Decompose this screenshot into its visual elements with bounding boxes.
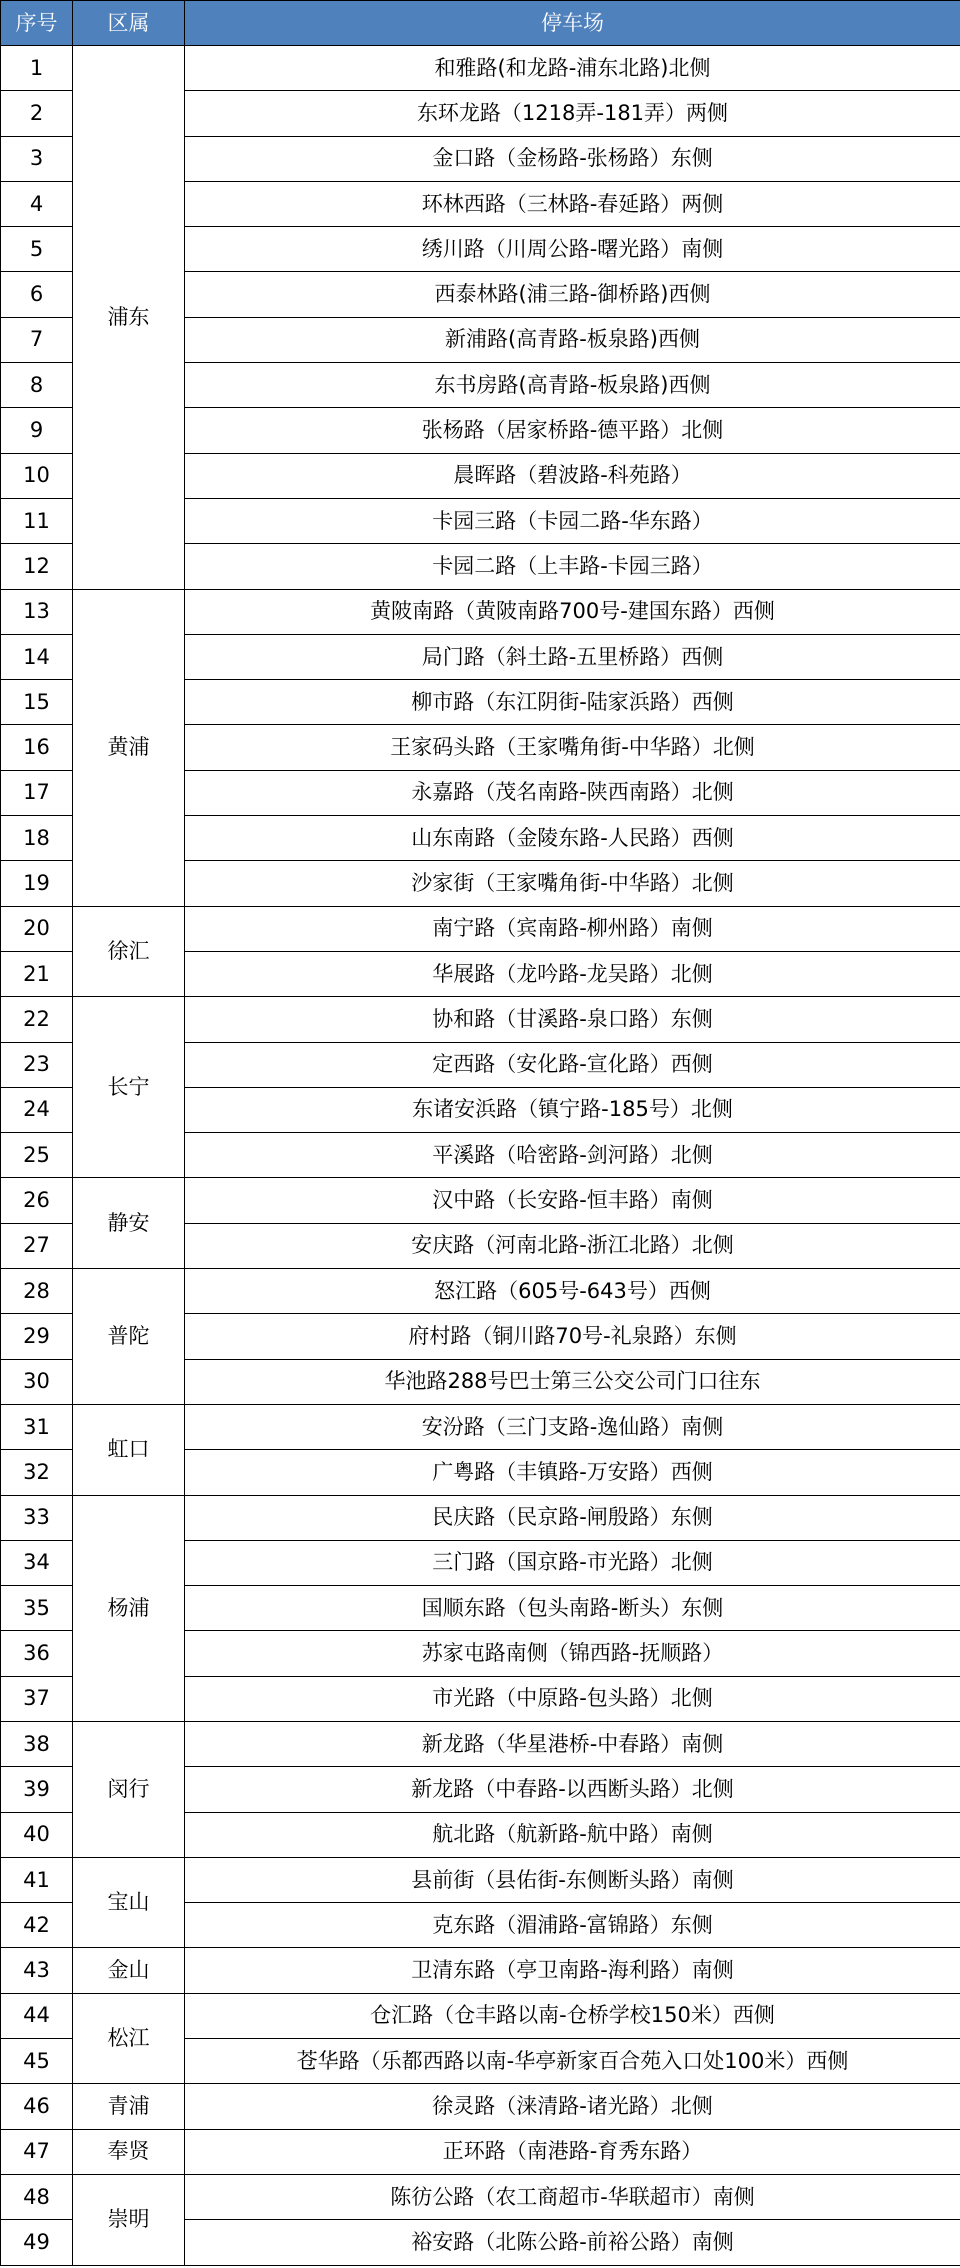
parking-lot-cell: 新浦路(高青路-板泉路)西侧 [185,317,960,362]
row-index: 1 [1,46,73,91]
row-index: 47 [1,2129,73,2174]
parking-lot-cell: 怒江路（605号-643号）西侧 [185,1269,960,1314]
parking-lot-cell: 永嘉路（茂名南路-陕西南路）北侧 [185,770,960,815]
row-index: 33 [1,1495,73,1540]
row-index: 11 [1,498,73,543]
parking-lot-cell: 晨晖路（碧波路-科苑路） [185,453,960,498]
row-index: 40 [1,1812,73,1857]
row-index: 6 [1,272,73,317]
parking-lot-cell: 航北路（航新路-航中路）南侧 [185,1812,960,1857]
row-index: 44 [1,1993,73,2038]
district-cell: 杨浦 [73,1495,185,1721]
parking-lot-cell: 定西路（安化路-宣化路）西侧 [185,1042,960,1087]
row-index: 46 [1,2084,73,2129]
row-index: 8 [1,363,73,408]
parking-lot-cell: 卡园三路（卡园二路-华东路） [185,498,960,543]
parking-lot-cell: 华展路（龙吟路-龙吴路）北侧 [185,951,960,996]
parking-lot-cell: 局门路（斜土路-五里桥路）西侧 [185,634,960,679]
parking-lot-cell: 府村路（铜川路70号-礼泉路）东侧 [185,1314,960,1359]
table-row [1,1178,960,1223]
row-index: 43 [1,1948,73,1993]
parking-lot-cell: 协和路（甘溪路-泉口路）东侧 [185,997,960,1042]
table-row [1,1269,960,1314]
row-index: 2 [1,91,73,136]
row-index: 3 [1,136,73,181]
parking-lot-cell: 东书房路(高青路-板泉路)西侧 [185,363,960,408]
parking-lot-cell: 安汾路（三门支路-逸仙路）南侧 [185,1404,960,1449]
row-index: 9 [1,408,73,453]
parking-lot-cell: 汉中路（长安路-恒丰路）南侧 [185,1178,960,1223]
row-index: 38 [1,1721,73,1766]
row-index: 45 [1,2039,73,2084]
row-index: 39 [1,1767,73,1812]
parking-lot-cell: 西泰林路(浦三路-御桥路)西侧 [185,272,960,317]
parking-lot-cell: 张杨路（居家桥路-德平路）北侧 [185,408,960,453]
row-index: 7 [1,317,73,362]
row-index: 5 [1,227,73,272]
table-row [1,1495,960,1540]
district-cell: 静安 [73,1178,185,1269]
row-index: 32 [1,1450,73,1495]
district-cell: 青浦 [73,2084,185,2129]
parking-lot-cell: 克东路（湄浦路-富锦路）东侧 [185,1903,960,1948]
parking-lot-cell: 王家码头路（王家嘴角街-中华路）北侧 [185,725,960,770]
row-index: 21 [1,951,73,996]
row-index: 13 [1,589,73,634]
district-cell: 松江 [73,1993,185,2084]
parking-lot-cell: 仓汇路（仓丰路以南-仓桥学校150米）西侧 [185,1993,960,2038]
parking-lot-cell: 苏家屯路南侧（锦西路-抚顺路） [185,1631,960,1676]
row-index: 10 [1,453,73,498]
table-row [1,1404,960,1449]
parking-lot-cell: 正环路（南港路-育秀东路） [185,2129,960,2174]
row-index: 23 [1,1042,73,1087]
table-body [1,46,960,2266]
parking-lot-cell: 和雅路(和龙路-浦东北路)北侧 [185,46,960,91]
row-index: 35 [1,1586,73,1631]
table-row [1,1993,960,2038]
parking-lot-cell: 东诸安浜路（镇宁路-185号）北侧 [185,1087,960,1132]
table-row [1,1857,960,1902]
parking-lot-cell: 县前街（县佑街-东侧断头路）南侧 [185,1857,960,1902]
row-index: 48 [1,2174,73,2219]
row-index: 36 [1,1631,73,1676]
parking-lot-cell: 徐灵路（涞清路-诸光路）北侧 [185,2084,960,2129]
table-row [1,2129,960,2174]
row-index: 17 [1,770,73,815]
row-index: 37 [1,1676,73,1721]
parking-lot-cell: 黄陂南路（黄陂南路700号-建国东路）西侧 [185,589,960,634]
parking-lot-cell: 南宁路（宾南路-柳州路）南侧 [185,906,960,951]
row-index: 28 [1,1269,73,1314]
row-index: 49 [1,2220,73,2265]
district-cell: 宝山 [73,1857,185,1948]
parking-lot-cell: 民庆路（民京路-闸殷路）东侧 [185,1495,960,1540]
row-index: 16 [1,725,73,770]
row-index: 30 [1,1359,73,1404]
district-cell: 金山 [73,1948,185,1993]
row-index: 41 [1,1857,73,1902]
row-index: 27 [1,1223,73,1268]
row-index: 24 [1,1087,73,1132]
parking-lot-cell: 华池路288号巴士第三公交公司门口往东 [185,1359,960,1404]
parking-lot-cell: 环林西路（三林路-春延路）两侧 [185,181,960,226]
district-cell: 黄浦 [73,589,185,906]
table-row [1,2084,960,2129]
district-cell: 浦东 [73,46,185,590]
parking-lot-cell: 柳市路（东江阴街-陆家浜路）西侧 [185,680,960,725]
parking-lot-cell: 山东南路（金陵东路-人民路）西侧 [185,816,960,861]
row-index: 14 [1,634,73,679]
row-index: 20 [1,906,73,951]
parking-lot-cell: 绣川路（川周公路-曙光路）南侧 [185,227,960,272]
table-row [1,906,960,951]
row-index: 4 [1,181,73,226]
parking-lot-cell: 安庆路（河南北路-浙江北路）北侧 [185,1223,960,1268]
parking-lot-cell: 陈彷公路（农工商超市-华联超市）南侧 [185,2174,960,2219]
table-row [1,997,960,1042]
district-cell: 徐汇 [73,906,185,997]
parking-lot-cell: 卡园二路（上丰路-卡园三路） [185,544,960,589]
district-cell: 虹口 [73,1404,185,1495]
row-index: 42 [1,1903,73,1948]
row-index: 12 [1,544,73,589]
row-index: 34 [1,1540,73,1585]
parking-lot-cell: 苍华路（乐都西路以南-华亭新家百合苑入口处100米）西侧 [185,2039,960,2084]
table-row [1,1721,960,1766]
parking-lot-cell: 市光路（中原路-包头路）北侧 [185,1676,960,1721]
row-index: 31 [1,1404,73,1449]
parking-lot-cell: 卫清东路（亭卫南路-海利路）南侧 [185,1948,960,1993]
parking-lot-cell: 国顺东路（包头南路-断头）东侧 [185,1586,960,1631]
parking-lot-cell: 东环龙路（1218弄-181弄）两侧 [185,91,960,136]
table-row [1,2174,960,2219]
row-index: 18 [1,816,73,861]
parking-lot-cell: 金口路（金杨路-张杨路）东侧 [185,136,960,181]
parking-lot-cell: 新龙路（中春路-以西断头路）北侧 [185,1767,960,1812]
district-cell: 长宁 [73,997,185,1178]
parking-lot-cell: 三门路（国京路-市光路）北侧 [185,1540,960,1585]
header-parking: 停车场 [185,1,960,46]
row-index: 29 [1,1314,73,1359]
parking-lot-cell: 新龙路（华星港桥-中春路）南侧 [185,1721,960,1766]
header-district: 区属 [73,1,185,46]
parking-lot-cell: 平溪路（哈密路-剑河路）北侧 [185,1133,960,1178]
row-index: 15 [1,680,73,725]
row-index: 26 [1,1178,73,1223]
header-index: 序号 [1,1,73,46]
table-row [1,46,960,91]
row-index: 19 [1,861,73,906]
parking-lot-cell: 沙家街（王家嘴角街-中华路）北侧 [185,861,960,906]
row-index: 22 [1,997,73,1042]
table-row [1,589,960,634]
header-row [1,1,960,46]
parking-lot-cell: 裕安路（北陈公路-前裕公路）南侧 [185,2220,960,2265]
parking-lot-cell: 广粤路（丰镇路-万安路）西侧 [185,1450,960,1495]
district-cell: 闵行 [73,1721,185,1857]
district-cell: 普陀 [73,1269,185,1405]
district-cell: 奉贤 [73,2129,185,2174]
table-row [1,1948,960,1993]
district-cell: 崇明 [73,2174,185,2265]
row-index: 25 [1,1133,73,1178]
